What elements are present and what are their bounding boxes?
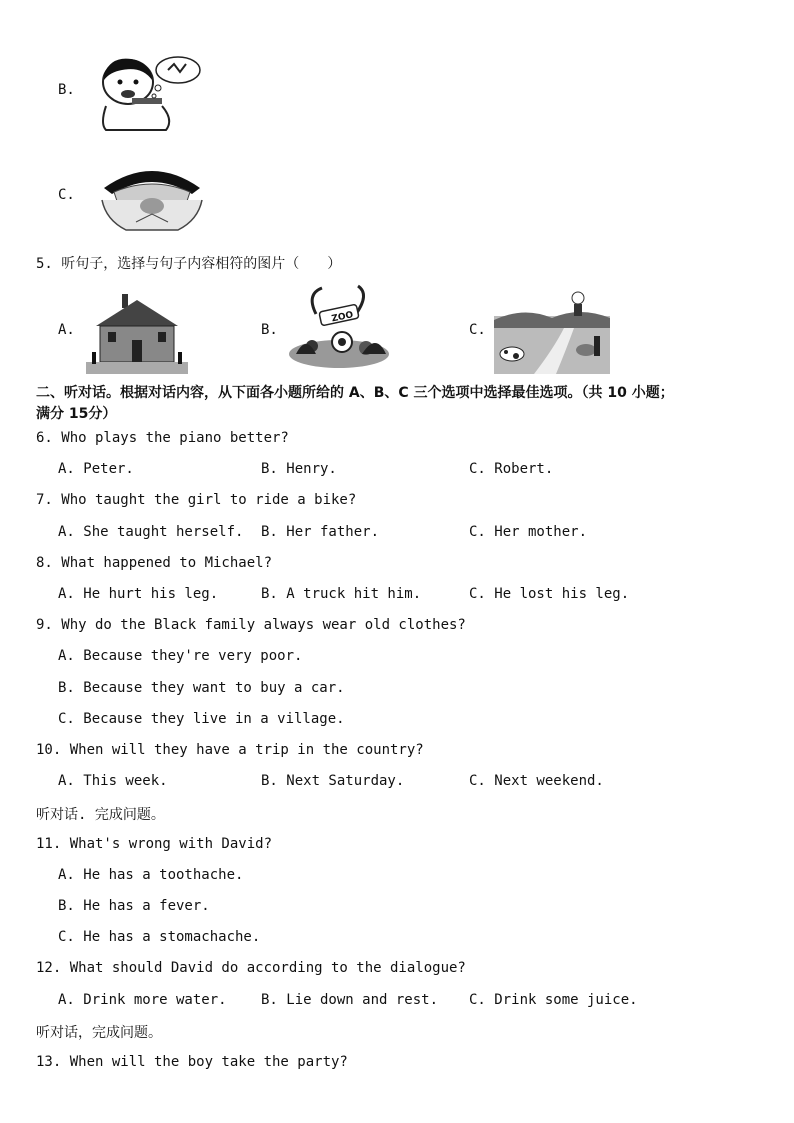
- school-building-picture: [86, 292, 188, 374]
- q10-stem: 10. When will they have a trip in the country?: [36, 742, 424, 758]
- q9-option-b: B. Because they want to buy a car.: [58, 680, 345, 696]
- q7-option-a: A. She taught herself.: [58, 524, 244, 540]
- girl-eating-picture: [92, 52, 207, 132]
- q11-stem: 11. What's wrong with David?: [36, 836, 273, 852]
- q12-option-c: C. Drink some juice.: [469, 992, 638, 1008]
- zoo-sign-text: ZOO: [330, 310, 355, 325]
- q9-option-a: A. Because they're very poor.: [58, 648, 303, 664]
- q8-option-b: B. A truck hit him.: [261, 586, 422, 602]
- q11-option-a: A. He has a toothache.: [58, 867, 244, 883]
- q8-option-a: A. He hurt his leg.: [58, 586, 219, 602]
- q9-option-c: C. Because they live in a village.: [58, 711, 345, 727]
- listening-instruction-1: 听对话. 完成问题。: [36, 807, 165, 823]
- q4-option-c-label: C.: [58, 187, 75, 203]
- q4-option-b-label: B.: [58, 82, 75, 98]
- q9-stem: 9. Why do the Black family always wear old clothes?: [36, 617, 466, 633]
- zoo-picture: [286, 284, 392, 370]
- q6-option-a: A. Peter.: [58, 461, 134, 477]
- q7-option-b: B. Her father.: [261, 524, 380, 540]
- q10-option-b: B. Next Saturday.: [261, 773, 405, 789]
- q12-option-a: A. Drink more water.: [58, 992, 227, 1008]
- q13-stem: 13. When will the boy take the party?: [36, 1054, 348, 1070]
- section2-heading-line2: 满分 15分）: [36, 406, 117, 422]
- q10-option-a: A. This week.: [58, 773, 168, 789]
- q5-option-b-label: B.: [261, 322, 278, 338]
- q6-option-b: B. Henry.: [261, 461, 337, 477]
- q5-option-a-label: A.: [58, 322, 75, 338]
- q8-option-c: C. He lost his leg.: [469, 586, 630, 602]
- q10-option-c: C. Next weekend.: [469, 773, 604, 789]
- q6-stem: 6. Who plays the piano better?: [36, 430, 289, 446]
- section2-heading-line1: 二、听对话。根据对话内容，从下面各小题所给的 A、B、C 三个选项中选择最佳选项。（共 10 小题；: [36, 385, 674, 401]
- head-in-hands-picture: [96, 160, 208, 234]
- q7-option-c: C. Her mother.: [469, 524, 588, 540]
- q11-option-c: C. He has a stomachache.: [58, 929, 261, 945]
- q7-stem: 7. Who taught the girl to ride a bike?: [36, 492, 357, 508]
- listening-instruction-2: 听对话，完成问题。: [36, 1025, 162, 1041]
- q11-option-b: B. He has a fever.: [58, 898, 210, 914]
- q5-stem: 5. 听句子，选择与句子内容相符的图片（ ）: [36, 256, 342, 272]
- q12-option-b: B. Lie down and rest.: [261, 992, 439, 1008]
- q8-stem: 8. What happened to Michael?: [36, 555, 273, 571]
- q12-stem: 12. What should David do according to the dialogue?: [36, 960, 466, 976]
- q5-option-c-label: C.: [469, 322, 486, 338]
- countryside-picture: [494, 288, 610, 374]
- q6-option-c: C. Robert.: [469, 461, 554, 477]
